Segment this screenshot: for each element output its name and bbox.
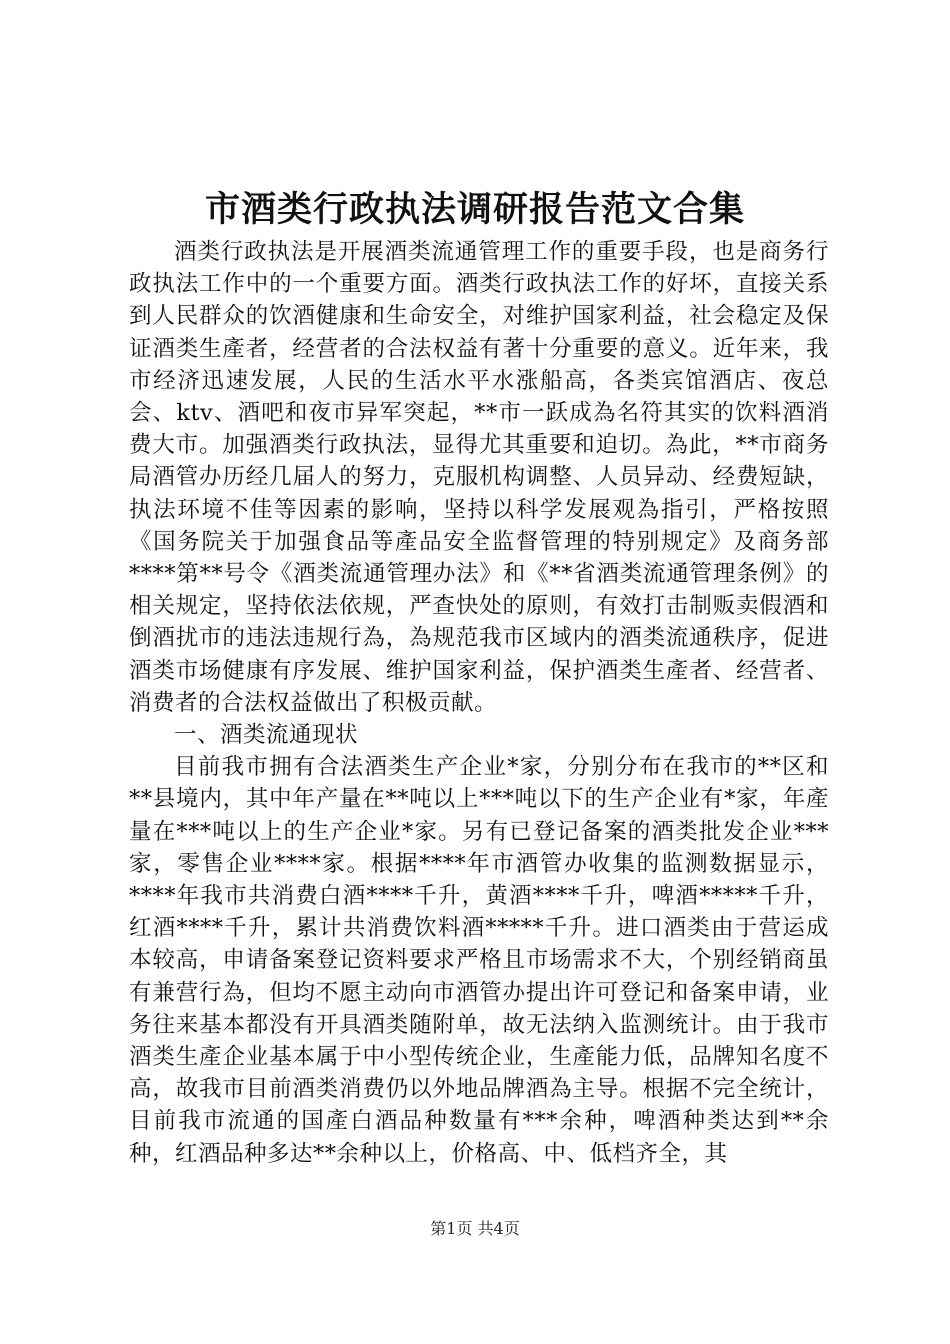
- document-body: [129, 236, 829, 1170]
- section-heading: 一、酒类流通现状: [174, 722, 359, 749]
- document-title: 市酒类行政执法调研报告范文合集: [204, 189, 745, 230]
- intro-paragraph: 酒类行政执法是开展酒类流通管理工作的重要手段，也是商务行政执法工作中的一个重要方面。酒类行政执法工作的好坏，直接关系到人民群众的饮酒健康和生命安全，对维护国家利益，社会稳定及保证酒类生產者，经营者的合法权益有著十分重要的意义。近年来，我市经济迅速发展，人民的生活水平水涨船高，各类宾馆酒店、夜总会、ktv、酒吧和夜市异军突起，**市一跃成為名符其实的饮料酒消费大市。加强酒类行政执法，显得尤其重要和迫切。為此，**市商务局酒管办历经几届人的努力，克服机构调整、人员异动、经费短缺，执法环境不佳等因素的影响，坚持以科学发展观為指引，严格按照《国务院关于加强食品等產品安全监督管理的特别规定》及商务部****第**号令《酒类流通管理办法》和《**省酒类流通管理条例》的相关规定，坚持依法依规，严查快处的原则，有效打击制贩卖假酒和倒酒扰市的违法违规行為，為规范我市区域内的酒类流通秩序，促进酒类市场健康有序发展、维护国家利益，保护酒类生產者、经营者、消费者的合法权益做出了积极贡献。: [129, 239, 829, 716]
- status-paragraph: 目前我市拥有合法酒类生产企业*家，分别分布在我市的**区和**县境内，其中年产量在**吨以上***吨以下的生产企业有*家，年產量在***吨以上的生产企业*家。另有已登记备案的酒类批发企业***家，零售企业****家。根据****年市酒管办收集的监测数据显示，****年我市共消费白酒****千升，黄酒****千升，啤酒*****千升，红酒****千升，累计共消费饮料酒*****千升。进口酒类由于营运成本较高，申请备案登记资料要求严格且市场需求不大，个别经销商虽有兼营行為，但均不愿主动向市酒管办提出许可登记和备案申请，业务往来基本都没有开具酒类随附单，故无法纳入监测统计。由于我市酒类生產企业基本属于中小型传统企业，生產能力低，品牌知名度不高，故我市目前酒类消费仍以外地品牌酒為主导。根据不完全统计，目前我市流通的国產白酒品种数量有***余种，啤酒种类达到**余种，红酒品种多达**余种以上，价格高、中、低档齐全，其: [129, 754, 829, 1167]
- page-footer: 第1页 共4页: [430, 1219, 520, 1238]
